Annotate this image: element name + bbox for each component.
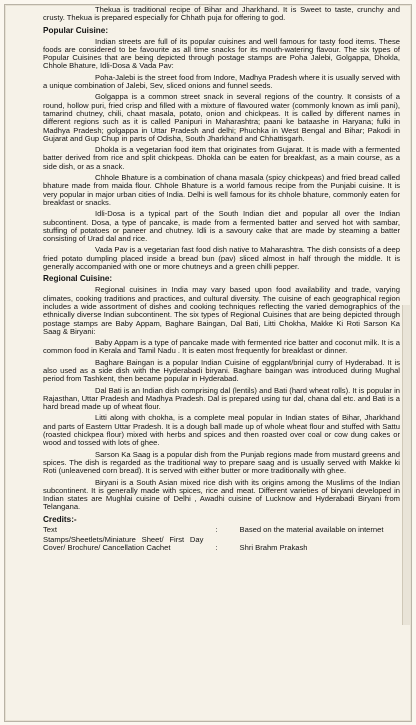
credits-row xyxy=(43,536,400,555)
sarson-ka-saag-paragraph: Sarson Ka Saag is a popular dish from the Punjab regions made from mustard greens and spices. The dish is regarded as the traditional way to prepare saag and is usually served with Makke ki Roti (unleavened corn bread). It is served with either butter or more traditionally with ghee. xyxy=(43,449,400,476)
credits-colon: : xyxy=(215,543,218,553)
popular-intro-paragraph: Indian streets are full of its popular cuisines and well famous for tasty food items. These foods are considered to be favourite as all time snacks for its mouth-watering flavour. The six types of Popular Cuisines that are being depicted through postage stamps are Poha Jalebi, Golgappa, Dhokla, Chhole Bhature, Idli-Dosa & Vada Pav: xyxy=(43,36,400,71)
litti-chokha-paragraph: Litti along with chokha, is a complete meal popular in Indian states of Bihar, Jharkhand and parts of Eastern Uttar Pradesh. It is a dough ball made up of whole wheat flour and stuffed with Sattu (roasted chickpea flour) mixed with herbs and spices and then roasted over coal or cow dung cakes or wood and tossed with lots of ghee. xyxy=(43,413,400,448)
popular-cuisine-heading: Popular Cuisine: xyxy=(43,25,109,35)
baby-appam-paragraph: Baby Appam is a type of pancake made with fermented rice batter and coconut milk. It is a common food in Kerala and Tamil Nadu . It is eaten most frequently for breakfast or dinner. xyxy=(43,338,400,356)
credits-key: Text xyxy=(43,524,57,534)
dhokla-paragraph: Dhokla is a vegetarian food item that originates from Gujarat. It is made with a fermented batter derived from rice and split chickpeas. Dhokla can be eaten for breakfast, as a main course, as a side dish, or as a snack. xyxy=(43,145,400,171)
regional-intro-paragraph: Regional cuisines in India may vary based upon food availability and trade, varying climates, cooking traditions and practices, and cultural diversity. The cuisine of each geographical region includes a wide assortment of dishes and cooking techniques reflecting the varied demographics of the ethnically diverse Indian subcontinent. The six types of Regional Cuisines that are being depicted through postage stamps are Baby Appam, Baghare Baingan, Dal Bati, Litti Chokha, Makke Ki Roti Sarson Ka Saag & Biryani: xyxy=(43,285,400,336)
idli-dosa-paragraph: Idli-Dosa is a typical part of the South Indian diet and popular all over the Indian subcontinent. Dosa, a type of pancake, is made from a fermented batter and served hot with sambar, stuffing of potatoes or paneer and chutney. Idli is a savoury cake that are made by steaming a batter consisting of Urad dal and rice. xyxy=(43,209,400,244)
biryani-paragraph: Biryani is a South Asian mixed rice dish with its origins among the Muslims of the Indian subcontinent. It is generally made with spices, rice and meat. Different varieties of biryani developed in Indian states are Mughlai cuisine of Delhi , Awadhi cuisine of Lucknow and Hyderabadi Biryani from Telangana. xyxy=(43,477,400,512)
regional-cuisine-heading: Regional Cuisine: xyxy=(43,274,113,284)
brochure-text xyxy=(43,6,400,555)
dal-bati-paragraph: Dal Bati is an Indian dish comprising dal (lentils) and Bati (hard wheat rolls). It is popular in Rajasthan, Uttar Pradesh and Madhya Pradesh. Dal is prepared using tur dal, chana dal etc. and Bati is a hard bread made up of wheat flour. xyxy=(43,385,400,412)
credits-table xyxy=(43,526,400,555)
credits-colon: : xyxy=(215,524,218,534)
vada-pav-paragraph: Vada Pav is a vegetarian fast food dish native to Maharashtra. The dish consists of a deep fried potato dumpling placed inside a bread bun (pav) sliced almost in half through the middle. It is generally accompanied with one or more chutneys and a green chilli pepper. xyxy=(43,245,400,272)
credits-heading: Credits:- xyxy=(43,514,77,524)
chhole-bhature-paragraph: Chhole Bhature is a combination of chana masala (spicy chickpeas) and fried bread called bhature made from maida flour. Chhole Bhature is a world famous recipe from the Punjabi cuisine. It is very popular in major urban cities of India. Delhi is well famous for its chhole bhature, commonly eaten for breakfast or snacks. xyxy=(43,173,400,207)
brochure-page xyxy=(4,4,412,722)
page-edge-fold xyxy=(402,305,410,625)
credits-value: Based on the material available on internet xyxy=(239,524,384,534)
credits-value: Shri Brahm Prakash xyxy=(239,543,308,553)
baghare-baingan-paragraph: Baghare Baingan is a popular Indian Cuisine of eggplant/brinjal curry of Hyderabad. It is also used as a side dish with the Hyderabadi biryani. Baghare baingan was introduced during Mughal period from Tashkent, then became popular in Hyderabad. xyxy=(43,357,400,384)
golgappa-paragraph: Golgappa is a common street snack in several regions of the country. It consists of a round, hollow puri, fried crisp and filled with a mixture of flavoured water (commonly known as imli pani), tamarind chutney, chili, chaat masala, potato, onion and chickpeas. It is called by different names in different regions such as it is called Panipuri in Maharashtra; paani ke bataashe in Haryana; fulki in Madhya Pradesh; golgappa in Uttar Pradesh and delhi; Phuchka in West Bengal and Bihar; Pakodi in Gujarat and Gup Chup in parts of Odisha, South Jharkhand and Chhattisgarh. xyxy=(43,92,400,143)
thekua-paragraph: Thekua is traditional recipe of Bihar and Jharkhand. It is Sweet to taste, crunchy and crusty. Thekua is prepared especially for Chhath puja for offering to god. xyxy=(43,5,400,23)
poha-jalebi-paragraph: Poha-Jalebi is the street food from Indore, Madhya Pradesh where it is usually served with a unique combination of Jalebi, Sev, sliced onions and funnel seeds. xyxy=(43,72,400,91)
credits-key: Stamps/Sheetlets/Miniature Sheet/ First Day Cover/ Brochure/ Cancellation Cachet xyxy=(43,535,204,553)
